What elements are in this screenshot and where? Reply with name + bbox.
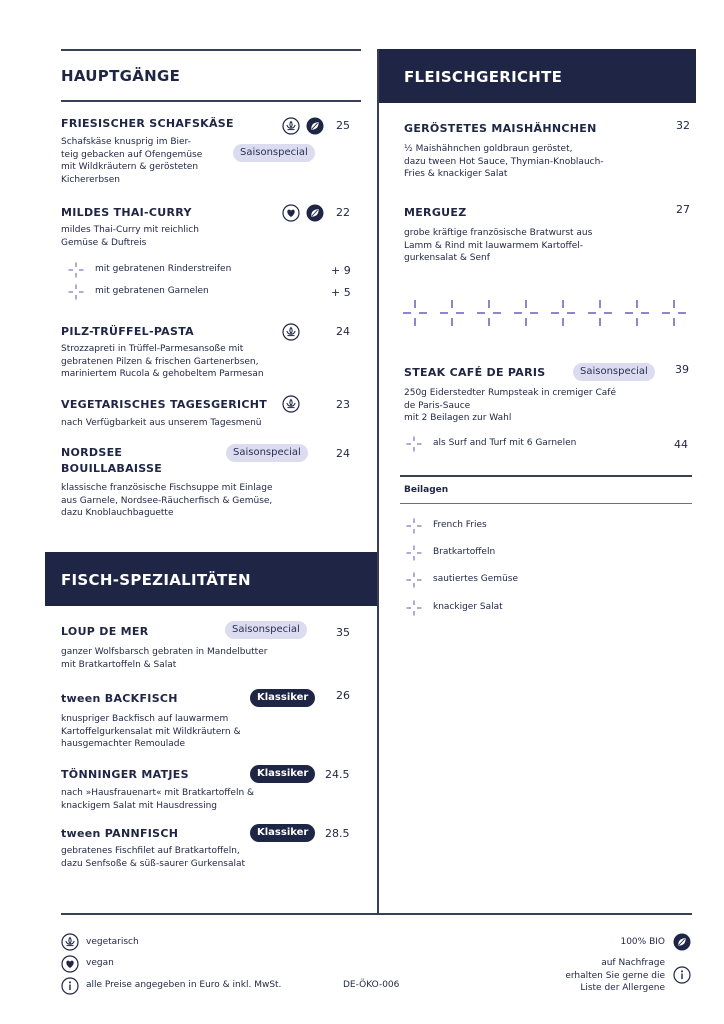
info-icon	[673, 966, 691, 984]
side-dish-item: sautiertes Gemüse	[433, 574, 518, 584]
item-description: Strozzapreti in Trüffel-Parmesansoße mit gebratenen Pilzen & frischen Gartenerbsen, mariniertem Rucola & gehobeltem Parmesan	[61, 344, 264, 380]
item-title: LOUP DE MER	[61, 625, 149, 638]
option-price: 44	[674, 438, 688, 451]
vegetarian-icon	[282, 323, 300, 341]
section-rule-hauptgaenge	[61, 100, 361, 102]
side-dish-item: French Fries	[433, 520, 487, 530]
item-title: VEGETARISCHES TAGESGERICHT	[61, 398, 268, 411]
saisonspecial-badge: Saisonspecial	[573, 363, 655, 381]
saisonspecial-badge: Saisonspecial	[225, 621, 307, 639]
item-title: GERÖSTETES MAISHÄHNCHEN	[404, 122, 597, 135]
sparkle-icon	[406, 600, 422, 616]
item-description: ganzer Wolfsbarsch gebraten in Mandelbutter mit Bratkartoffeln & Salat	[61, 647, 268, 670]
item-price: 24	[336, 325, 350, 338]
item-price: 27	[676, 203, 690, 216]
klassiker-badge: Klassiker	[250, 689, 315, 707]
section-title-hauptgaenge: HAUPTGÄNGE	[61, 67, 181, 85]
option-price: + 5	[331, 286, 351, 299]
item-title: PILZ-TRÜFFEL-PASTA	[61, 325, 194, 338]
bio-icon	[673, 933, 691, 951]
item-price: 25	[336, 119, 350, 132]
allergen-note: auf Nachfrage erhalten Sie gerne die Liste der Allergene	[565, 958, 665, 994]
price-note: alle Preise angegeben in Euro & inkl. MwSt.	[86, 980, 282, 990]
sparkle-icon	[68, 284, 84, 300]
item-description: grobe kräftige französische Bratwurst aus Lamm & Rind mit lauwarmem Kartoffel- gurkensalat & Senf	[404, 228, 593, 264]
item-description: ½ Maishähnchen goldbraun geröstet, dazu tween Hot Sauce, Thymian-Knoblauch- Fries & knackiger Salat	[404, 144, 604, 180]
decorative-sparkle-row	[403, 300, 693, 326]
item-price: 26	[336, 689, 350, 702]
klassiker-badge: Klassiker	[250, 765, 315, 783]
item-title: MILDES THAI-CURRY	[61, 206, 192, 219]
item-title: MERGUEZ	[404, 206, 467, 219]
sparkle-icon	[406, 545, 422, 561]
item-description: mildes Thai-Curry mit reichlich Gemüse & Duftreis	[61, 225, 199, 248]
column-divider	[377, 49, 379, 915]
item-price: 32	[676, 119, 690, 132]
item-title: FRIESISCHER SCHAFSKÄSE	[61, 117, 234, 130]
section-title-fisch: FISCH-SPEZIALITÄTEN	[61, 571, 251, 589]
legend-vegan: vegan	[86, 958, 114, 968]
side-dish-item: knackiger Salat	[433, 602, 503, 612]
sparkle-icon	[406, 518, 422, 534]
footer-rule	[61, 913, 692, 915]
saisonspecial-badge: Saisonspecial	[233, 144, 315, 162]
bio-icon	[306, 117, 324, 135]
section-title-beilagen: Beilagen	[404, 485, 449, 495]
item-description: knuspriger Backfisch auf lauwarmem Kartoffelgurkensalat mit Wildkräutern & hausgemachter Remoulade	[61, 714, 241, 750]
item-price: 22	[336, 206, 350, 219]
side-dish-item: Bratkartoffeln	[433, 547, 496, 557]
saisonspecial-badge: Saisonspecial	[226, 444, 308, 462]
info-icon	[61, 977, 79, 995]
item-description: gebratenes Fischfilet auf Bratkartoffeln, dazu Senfsoße & süß-saurer Gurkensalat	[61, 846, 246, 869]
sparkle-icon	[68, 262, 84, 278]
top-rule-left	[61, 49, 361, 51]
item-title: STEAK CAFÉ DE PARIS	[404, 366, 546, 379]
item-description: nach Verfügbarkeit aus unserem Tagesmenü	[61, 418, 262, 428]
vegan-icon	[61, 955, 79, 973]
item-description: klassische französische Fischsuppe mit Einlage aus Garnele, Nordsee-Räucherfisch & Gemüse, dazu Knoblauchbaguette	[61, 483, 273, 519]
vegan-icon	[282, 204, 300, 222]
section-subrule-beilagen	[400, 503, 692, 504]
item-description: 250g Eiderstedter Rumpsteak in cremiger Café de Paris-Sauce mit 2 Beilagen zur Wahl	[404, 388, 616, 424]
sparkle-icon	[406, 436, 422, 452]
oeko-code: DE-ÖKO-006	[343, 980, 400, 990]
klassiker-badge: Klassiker	[250, 824, 315, 842]
item-price: 35	[336, 626, 350, 639]
legend-bio: 100% BIO	[620, 937, 665, 947]
item-title: NORDSEE BOUILLABAISSE	[61, 446, 163, 475]
section-rule-beilagen	[400, 475, 692, 477]
legend-vegetarisch: vegetarisch	[86, 937, 139, 947]
vegetarian-icon	[282, 117, 300, 135]
item-price: 28.5	[325, 827, 350, 840]
option-label: mit gebratenen Garnelen	[95, 286, 209, 296]
item-title: tween PANNFISCH	[61, 827, 179, 840]
item-title: tween BACKFISCH	[61, 692, 178, 705]
item-price: 23	[336, 398, 350, 411]
vegetarian-icon	[282, 395, 300, 413]
vegetarian-icon	[61, 933, 79, 951]
bio-icon	[306, 204, 324, 222]
section-title-fleisch: FLEISCHGERICHTE	[404, 68, 563, 86]
item-description: Schafskäse knusprig im Bier- teig gebacken auf Ofengemüse mit Wildkräutern & gerösteten Kichererbsen	[61, 137, 203, 185]
item-price: 24	[336, 447, 350, 460]
option-price: + 9	[331, 264, 351, 277]
option-label: als Surf and Turf mit 6 Garnelen	[433, 438, 577, 448]
section-band-fleisch	[379, 49, 696, 103]
item-description: nach »Hausfrauenart« mit Bratkartoffeln & knackigem Salat mit Hausdressing	[61, 788, 255, 811]
section-band-fisch	[45, 552, 379, 606]
item-price: 24.5	[325, 768, 350, 781]
option-label: mit gebratenen Rinderstreifen	[95, 264, 232, 274]
item-price: 39	[675, 363, 689, 376]
sparkle-icon	[406, 572, 422, 588]
item-title: TÖNNINGER MATJES	[61, 768, 189, 781]
